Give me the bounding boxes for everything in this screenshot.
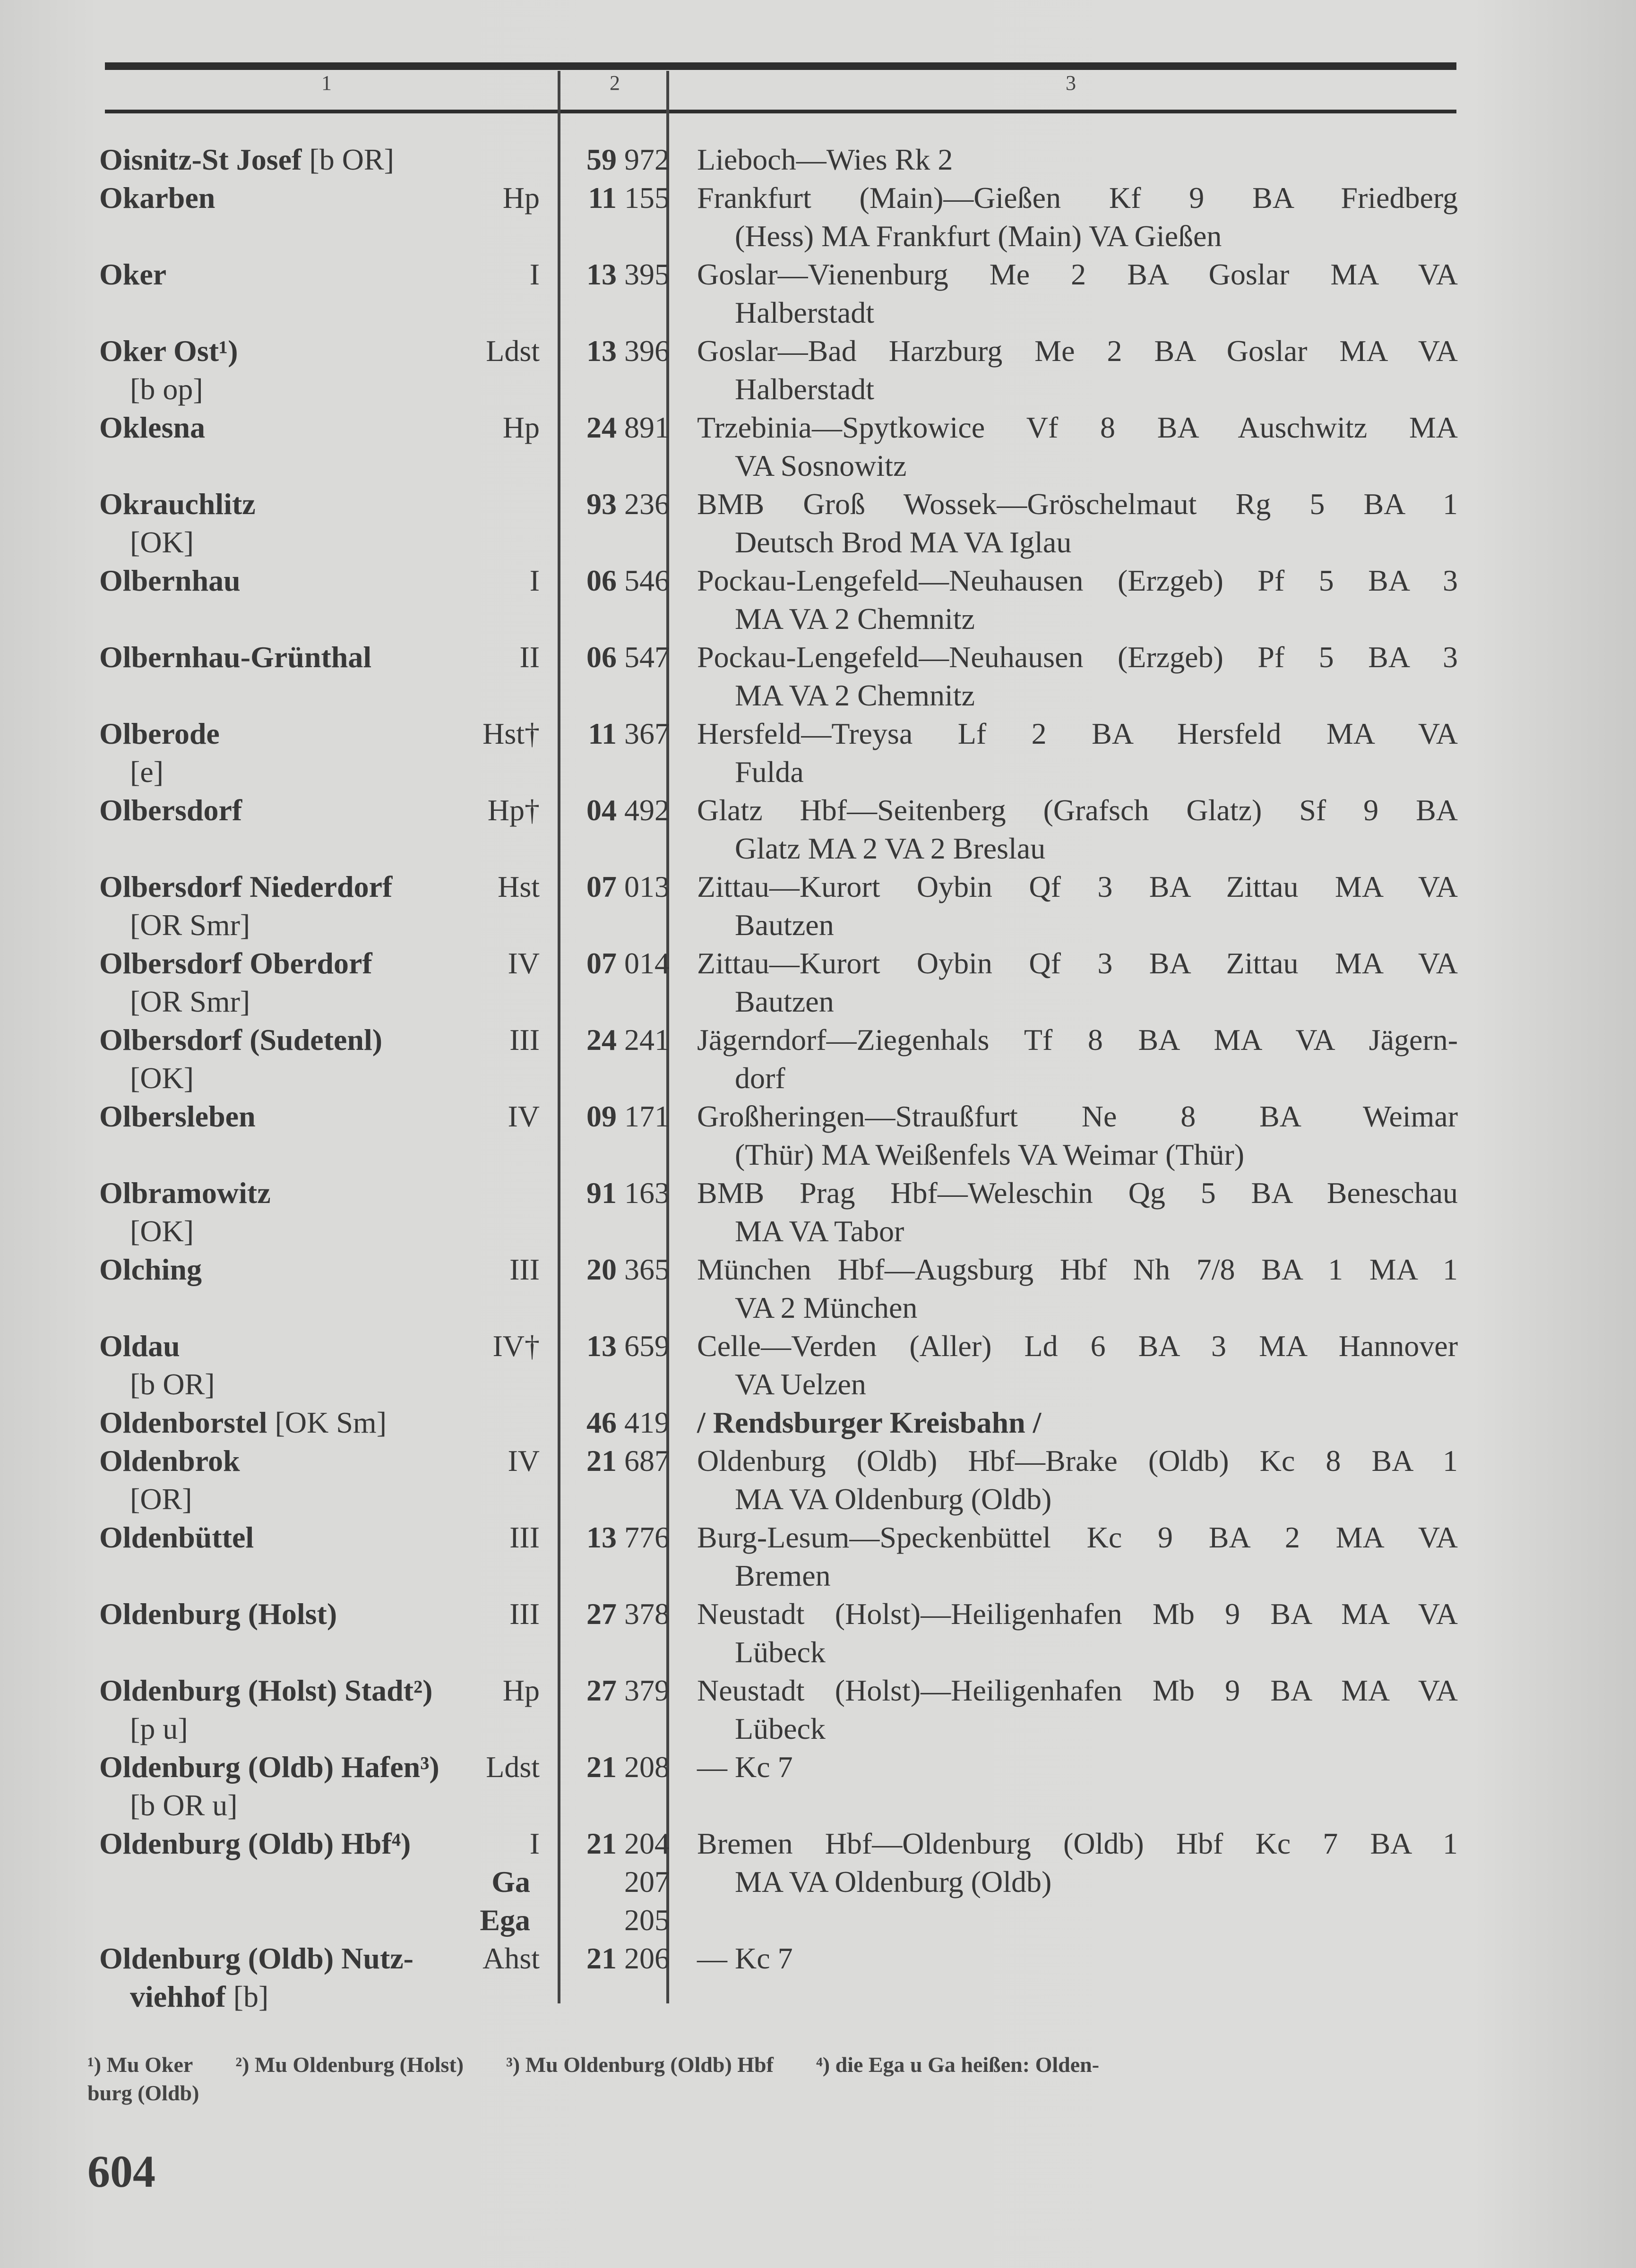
table-row — [0, 1021, 1636, 1097]
table-row — [0, 255, 1636, 332]
table-row — [0, 791, 1636, 868]
station-class: Hst — [498, 870, 540, 903]
table-line — [0, 447, 1636, 485]
table-row — [0, 1327, 1636, 1403]
table-row — [0, 140, 1636, 179]
table-line — [0, 638, 1636, 676]
station-class: IV — [508, 946, 540, 980]
station-code-prefix: 21 — [586, 1942, 617, 1975]
table-row — [0, 1442, 1636, 1518]
station-name-text: Oldenburg (Holst) — [99, 1597, 337, 1631]
route-description: Pockau-Lengefeld—Neuhausen (Erzgeb) Pf 5 BA 3 — [697, 564, 1458, 597]
station-code-suffix: 547 — [624, 640, 670, 674]
table-row — [0, 332, 1636, 408]
station-code-suffix: 241 — [624, 1023, 670, 1057]
station-code-prefix: 91 — [586, 1176, 617, 1210]
station-code-suffix: 776 — [624, 1521, 670, 1554]
station-class: IV — [508, 1100, 540, 1133]
route-description: Neustadt (Holst)—Heiligenhafen Mb 9 BA MA VA — [697, 1597, 1458, 1631]
table-line — [0, 1901, 1636, 1939]
route-description: Jägerndorf—Ziegenhals Tf 8 BA MA VA Jägern- — [697, 1023, 1458, 1057]
table-line — [0, 523, 1636, 561]
table-line — [0, 1135, 1636, 1174]
table-line — [0, 1212, 1636, 1250]
station-code-prefix: 21 — [586, 1827, 617, 1860]
table-line — [0, 944, 1636, 982]
station-name — [99, 179, 215, 217]
table-line — [0, 1480, 1636, 1518]
station-code — [586, 638, 670, 676]
table-row — [0, 485, 1636, 561]
route-description: Neustadt (Holst)—Heiligenhafen Mb 9 BA MA VA — [697, 1674, 1458, 1707]
station-code-prefix: 04 — [586, 793, 617, 827]
table-line — [0, 1863, 1636, 1901]
station-code-prefix: 09 — [586, 1100, 617, 1133]
station-code-suffix: 972 — [624, 143, 670, 176]
table-line — [0, 561, 1636, 600]
station-name — [99, 255, 166, 293]
station-name — [99, 1671, 432, 1710]
table-row — [0, 179, 1636, 255]
station-code-prefix: 06 — [586, 564, 617, 597]
station-class: I — [529, 1827, 540, 1860]
table-line — [0, 1595, 1636, 1633]
station-code-suffix: 378 — [624, 1597, 670, 1631]
station-code — [586, 1403, 670, 1442]
station-code-suffix: 013 — [624, 870, 670, 903]
station-code-suffix: 396 — [624, 334, 670, 368]
station-name-text: Oldenburg (Oldb) Hafen³) — [99, 1750, 439, 1784]
station-class: Ahst — [482, 1942, 540, 1975]
column-header-3: 3 — [1066, 71, 1076, 94]
station-name-text: Oldenburg (Holst) Stadt²) — [99, 1674, 433, 1707]
station-code-suffix: 155 — [624, 181, 670, 215]
station-code-prefix: 20 — [586, 1253, 617, 1286]
station-class: Hp — [502, 1674, 540, 1707]
station-name-text: Oker Ost¹) — [99, 334, 238, 368]
table-line — [0, 217, 1636, 255]
route-description: BMB Prag Hbf—Weleschin Qg 5 BA Beneschau — [697, 1176, 1458, 1210]
column-header-1: 1 — [321, 71, 332, 94]
station-code — [586, 1748, 670, 1786]
station-note: [b] — [233, 1980, 269, 2013]
footnote-2: ²) Mu Oldenburg (Holst) — [235, 2053, 464, 2077]
table-line — [0, 1097, 1636, 1135]
route-description: Lübeck — [735, 1712, 826, 1745]
route-description: Frankfurt (Main)—Gießen Kf 9 BA Friedberg — [697, 181, 1458, 215]
table-line — [0, 600, 1636, 638]
route-description: Oldenburg (Oldb) Hbf—Brake (Oldb) Kc 8 BA 1 — [697, 1444, 1458, 1478]
station-code-prefix: 11 — [588, 181, 617, 215]
route-description: Halberstadt — [735, 296, 874, 329]
table-line — [0, 676, 1636, 714]
station-code-suffix: 206 — [624, 1942, 670, 1975]
station-code — [588, 714, 670, 753]
route-description: Celle—Verden (Aller) Ld 6 BA 3 MA Hannover — [697, 1329, 1458, 1363]
route-description: Bremen Hbf—Oldenburg (Oldb) Hbf Kc 7 BA 1 — [697, 1827, 1458, 1860]
station-name-text: Oldau — [99, 1329, 180, 1363]
sub-station-code: 207 — [624, 1865, 670, 1899]
station-note: [OR Smr] — [130, 908, 250, 942]
table-row — [0, 408, 1636, 485]
footnotes — [87, 2051, 1458, 2107]
station-note: [OK Sm] — [275, 1406, 387, 1439]
station-code-suffix: 379 — [624, 1674, 670, 1707]
route-description: VA 2 München — [735, 1291, 918, 1324]
station-code — [586, 332, 670, 370]
station-name-text: Oldenburg (Oldb) Nutz- — [99, 1942, 413, 1975]
footnote-1: ¹) Mu Oker — [87, 2053, 193, 2077]
station-name-text: Olbersdorf (Sudetenl) — [99, 1023, 383, 1057]
station-name-text: Olbersdorf — [99, 793, 242, 827]
station-code-suffix: 492 — [624, 793, 670, 827]
route-description: VA Sosnowitz — [735, 449, 907, 482]
table-line — [0, 1786, 1636, 1824]
station-code — [586, 944, 670, 982]
route-description: Goslar—Bad Harzburg Me 2 BA Goslar MA VA — [697, 334, 1458, 368]
station-code-suffix: 365 — [624, 1253, 670, 1286]
route-description: Goslar—Vienenburg Me 2 BA Goslar MA VA — [697, 258, 1458, 291]
route-description: Hersfeld—Treysa Lf 2 BA Hersfeld MA VA — [697, 717, 1458, 750]
route-description: — Kc 7 — [697, 1750, 793, 1784]
route-description: Großheringen—Straußfurt Ne 8 BA Weimar — [697, 1100, 1458, 1133]
station-name-cont — [130, 1977, 268, 2016]
route-description: MA VA 2 Chemnitz — [735, 602, 975, 636]
station-code-prefix: 13 — [586, 334, 617, 368]
station-class: IV — [508, 1444, 540, 1478]
station-class: III — [509, 1521, 540, 1554]
station-code — [586, 1442, 670, 1480]
station-name — [99, 791, 242, 829]
station-code — [586, 561, 670, 600]
route-description: Halberstadt — [735, 372, 874, 406]
table-row — [0, 1097, 1636, 1174]
station-code-suffix: 236 — [624, 487, 670, 521]
table-line — [0, 140, 1636, 179]
station-class: Hp — [502, 181, 540, 215]
station-class: Hp — [502, 411, 540, 444]
table-line — [0, 1671, 1636, 1710]
station-name-text: Olbersdorf Niederdorf — [99, 870, 393, 903]
station-code — [586, 1595, 670, 1633]
route-description: BMB Groß Wossek—Gröschelmaut Rg 5 BA 1 — [697, 487, 1458, 521]
station-name — [99, 140, 394, 179]
station-name-text: Olbramowitz — [99, 1176, 271, 1210]
table-line — [0, 1289, 1636, 1327]
route-description: MA VA Oldenburg (Oldb) — [735, 1482, 1052, 1516]
route-description: MA VA Oldenburg (Oldb) — [735, 1865, 1052, 1899]
footnote-4: ⁴) die Ega u Ga heißen: Olden- — [816, 2053, 1100, 2077]
table-line — [0, 179, 1636, 217]
station-note: [OR] — [130, 1482, 192, 1516]
table-top-rule — [105, 62, 1456, 70]
table-row — [0, 1748, 1636, 1824]
station-name — [99, 944, 372, 982]
station-code — [586, 1250, 670, 1289]
station-note: [b OR] — [130, 1367, 215, 1401]
table-line — [0, 293, 1636, 332]
table-line — [0, 1748, 1636, 1786]
station-name — [99, 1518, 254, 1556]
station-class: I — [529, 564, 540, 597]
table-row — [0, 1595, 1636, 1671]
page-number: 604 — [87, 2146, 155, 2197]
table-row — [0, 561, 1636, 638]
station-code — [586, 255, 670, 293]
station-code-suffix: 367 — [624, 717, 670, 750]
station-code-suffix: 395 — [624, 258, 670, 291]
table-row — [0, 868, 1636, 944]
station-code — [586, 1021, 670, 1059]
table-line — [0, 255, 1636, 293]
station-code — [586, 1327, 670, 1365]
station-name — [99, 1021, 382, 1059]
route-description: Fulda — [735, 755, 804, 789]
table-line — [0, 408, 1636, 447]
station-name — [99, 561, 241, 600]
station-class: IV† — [492, 1329, 540, 1363]
station-code-suffix: 659 — [624, 1329, 670, 1363]
sub-station-label: Ga — [491, 1865, 530, 1899]
route-description: Burg-Lesum—Speckenbüttel Kc 9 BA 2 MA VA — [697, 1521, 1458, 1554]
station-class: Ldst — [486, 334, 540, 368]
station-name — [99, 485, 256, 523]
table-row — [0, 1939, 1636, 2016]
route-description: Pockau-Lengefeld—Neuhausen (Erzgeb) Pf 5 BA 3 — [697, 640, 1458, 674]
route-description: Deutsch Brod MA VA Iglau — [735, 525, 1072, 559]
route-description: Bautzen — [735, 985, 834, 1018]
station-code — [586, 1097, 670, 1135]
station-name — [99, 1097, 256, 1135]
station-code-suffix: 419 — [624, 1406, 670, 1439]
station-class: III — [509, 1597, 540, 1631]
table-line — [0, 1365, 1636, 1403]
station-code — [588, 179, 670, 217]
station-name-text: Olbernhau — [99, 564, 241, 597]
station-name — [99, 332, 238, 370]
route-description: Zittau—Kurort Oybin Qf 3 BA Zittau MA VA — [697, 946, 1458, 980]
station-note: [OK] — [130, 1214, 194, 1248]
station-code-prefix: 46 — [586, 1406, 617, 1439]
station-code-prefix: 27 — [586, 1597, 617, 1631]
station-code — [586, 1671, 670, 1710]
station-class: Ldst — [486, 1750, 540, 1784]
table-line — [0, 906, 1636, 944]
station-code-suffix: 163 — [624, 1176, 670, 1210]
route-description: Glatz Hbf—Seitenberg (Grafsch Glatz) Sf 9 BA — [697, 793, 1458, 827]
table-line — [0, 1633, 1636, 1671]
table-line — [0, 1403, 1636, 1442]
station-name-text: Olbernhau-Grünthal — [99, 640, 372, 674]
table-header-rule — [105, 110, 1456, 113]
table-line — [0, 791, 1636, 829]
table-line — [0, 982, 1636, 1021]
table-line — [0, 1939, 1636, 1977]
station-table — [0, 140, 1636, 2016]
station-code-suffix: 171 — [624, 1100, 670, 1133]
station-name-text: Oldenborstel — [99, 1406, 267, 1439]
route-description: Bautzen — [735, 908, 834, 942]
station-name-text: Olching — [99, 1253, 202, 1286]
table-row — [0, 1824, 1636, 1939]
station-code-suffix: 687 — [624, 1444, 670, 1478]
station-note: [OR Smr] — [130, 985, 250, 1018]
station-code-prefix: 21 — [586, 1444, 617, 1478]
table-row — [0, 944, 1636, 1021]
route-description: VA Uelzen — [735, 1367, 866, 1401]
table-row — [0, 1174, 1636, 1250]
station-code — [586, 868, 670, 906]
station-code-prefix: 27 — [586, 1674, 617, 1707]
table-row — [0, 1671, 1636, 1748]
table-line — [0, 868, 1636, 906]
route-description: / Rendsburger Kreisbahn / — [697, 1406, 1042, 1439]
station-name-text: Oldenbüttel — [99, 1521, 254, 1554]
route-description: (Hess) MA Frankfurt (Main) VA Gießen — [735, 219, 1222, 253]
table-line — [0, 1442, 1636, 1480]
table-line — [0, 1977, 1636, 2016]
station-note: [p u] — [130, 1712, 188, 1745]
station-class: Hp† — [487, 793, 540, 827]
table-line — [0, 1327, 1636, 1365]
station-code-prefix: 11 — [588, 717, 617, 750]
table-line — [0, 370, 1636, 408]
station-code — [586, 408, 670, 447]
station-code-suffix: 208 — [624, 1750, 670, 1784]
table-line — [0, 753, 1636, 791]
sub-station-label: Ega — [480, 1903, 530, 1937]
station-name — [99, 1595, 337, 1633]
station-code-suffix: 546 — [624, 564, 670, 597]
station-class: III — [509, 1253, 540, 1286]
station-name — [99, 714, 220, 753]
station-name-text: Olbersleben — [99, 1100, 256, 1133]
station-code-prefix: 24 — [586, 1023, 617, 1057]
station-code — [586, 485, 670, 523]
station-name — [99, 1174, 271, 1212]
table-line — [0, 485, 1636, 523]
route-description: MA VA 2 Chemnitz — [735, 679, 975, 712]
station-code-prefix: 07 — [586, 870, 617, 903]
station-name-text: Okarben — [99, 181, 215, 215]
station-code — [586, 1824, 670, 1863]
station-code-suffix: 891 — [624, 411, 670, 444]
station-note: [OK] — [130, 1061, 194, 1095]
station-name-text: Oldenbrok — [99, 1444, 240, 1478]
table-row — [0, 638, 1636, 714]
table-line — [0, 1250, 1636, 1289]
table-line — [0, 1021, 1636, 1059]
station-note: [b OR] — [309, 143, 394, 176]
station-code-prefix: 13 — [586, 1521, 617, 1554]
footnote-4-cont: burg (Oldb) — [87, 2081, 199, 2105]
station-code — [586, 1174, 670, 1212]
station-name — [99, 1403, 387, 1442]
station-code-suffix: 014 — [624, 946, 670, 980]
station-name — [99, 1824, 411, 1863]
route-description: Zittau—Kurort Oybin Qf 3 BA Zittau MA VA — [697, 870, 1458, 903]
station-name-cont-text: viehhof — [130, 1980, 226, 2013]
station-name — [99, 1327, 180, 1365]
table-row — [0, 1518, 1636, 1595]
table-line — [0, 1556, 1636, 1595]
station-name-text: Okrauchlitz — [99, 487, 256, 521]
station-class: I — [529, 258, 540, 291]
station-code — [586, 140, 670, 179]
table-line — [0, 1518, 1636, 1556]
route-description: München Hbf—Augsburg Hbf Nh 7/8 BA 1 MA 1 — [697, 1253, 1458, 1286]
station-name — [99, 868, 392, 906]
station-code — [586, 1939, 670, 1977]
sub-station-code: 205 — [624, 1903, 670, 1937]
station-name-text: Oklesna — [99, 411, 206, 444]
station-note: [b op] — [130, 372, 203, 406]
station-code-prefix: 59 — [586, 143, 617, 176]
table-line — [0, 332, 1636, 370]
station-class: Hst† — [482, 717, 540, 750]
station-name — [99, 408, 205, 447]
station-code-suffix: 204 — [624, 1827, 670, 1860]
route-description: Glatz MA 2 VA 2 Breslau — [735, 832, 1046, 865]
station-code-prefix: 07 — [586, 946, 617, 980]
station-name-text: Oisnitz-St Josef — [99, 143, 302, 176]
station-name — [99, 1939, 413, 1977]
footnote-3: ³) Mu Oldenburg (Oldb) Hbf — [506, 2053, 774, 2077]
station-code — [586, 1518, 670, 1556]
station-note: [b OR u] — [130, 1788, 238, 1822]
station-note: [OK] — [130, 525, 194, 559]
table-line — [0, 1824, 1636, 1863]
station-code-prefix: 13 — [586, 258, 617, 291]
station-name-text: Oker — [99, 258, 167, 291]
station-code-prefix: 93 — [586, 487, 617, 521]
table-row — [0, 714, 1636, 791]
table-line — [0, 714, 1636, 753]
table-line — [0, 1174, 1636, 1212]
station-name-text: Oldenburg (Oldb) Hbf⁴) — [99, 1827, 411, 1860]
route-description: — Kc 7 — [697, 1942, 793, 1975]
station-name-text: Olberode — [99, 717, 220, 750]
column-header-2: 2 — [610, 71, 620, 94]
station-name — [99, 1250, 202, 1289]
route-description: Lieboch—Wies Rk 2 — [697, 143, 953, 176]
station-name-text: Olbersdorf Oberdorf — [99, 946, 372, 980]
station-note: [e] — [130, 755, 164, 789]
route-description: MA VA Tabor — [735, 1214, 904, 1248]
route-description: Trzebinia—Spytkowice Vf 8 BA Auschwitz MA — [697, 411, 1458, 444]
table-line — [0, 1059, 1636, 1097]
table-line — [0, 1710, 1636, 1748]
route-description: (Thür) MA Weißenfels VA Weimar (Thür) — [735, 1138, 1245, 1171]
station-code-prefix: 24 — [586, 411, 617, 444]
station-code-prefix: 06 — [586, 640, 617, 674]
station-class: III — [509, 1023, 540, 1057]
route-description: dorf — [735, 1061, 785, 1095]
station-name — [99, 638, 371, 676]
table-row — [0, 1403, 1636, 1442]
table-line — [0, 829, 1636, 868]
station-name — [99, 1442, 240, 1480]
table-row — [0, 1250, 1636, 1327]
station-name — [99, 1748, 439, 1786]
route-description: Lübeck — [735, 1635, 826, 1669]
station-code-prefix: 13 — [586, 1329, 617, 1363]
station-code — [586, 791, 670, 829]
route-description: Bremen — [735, 1559, 831, 1592]
station-code-prefix: 21 — [586, 1750, 617, 1784]
station-class: II — [519, 640, 540, 674]
